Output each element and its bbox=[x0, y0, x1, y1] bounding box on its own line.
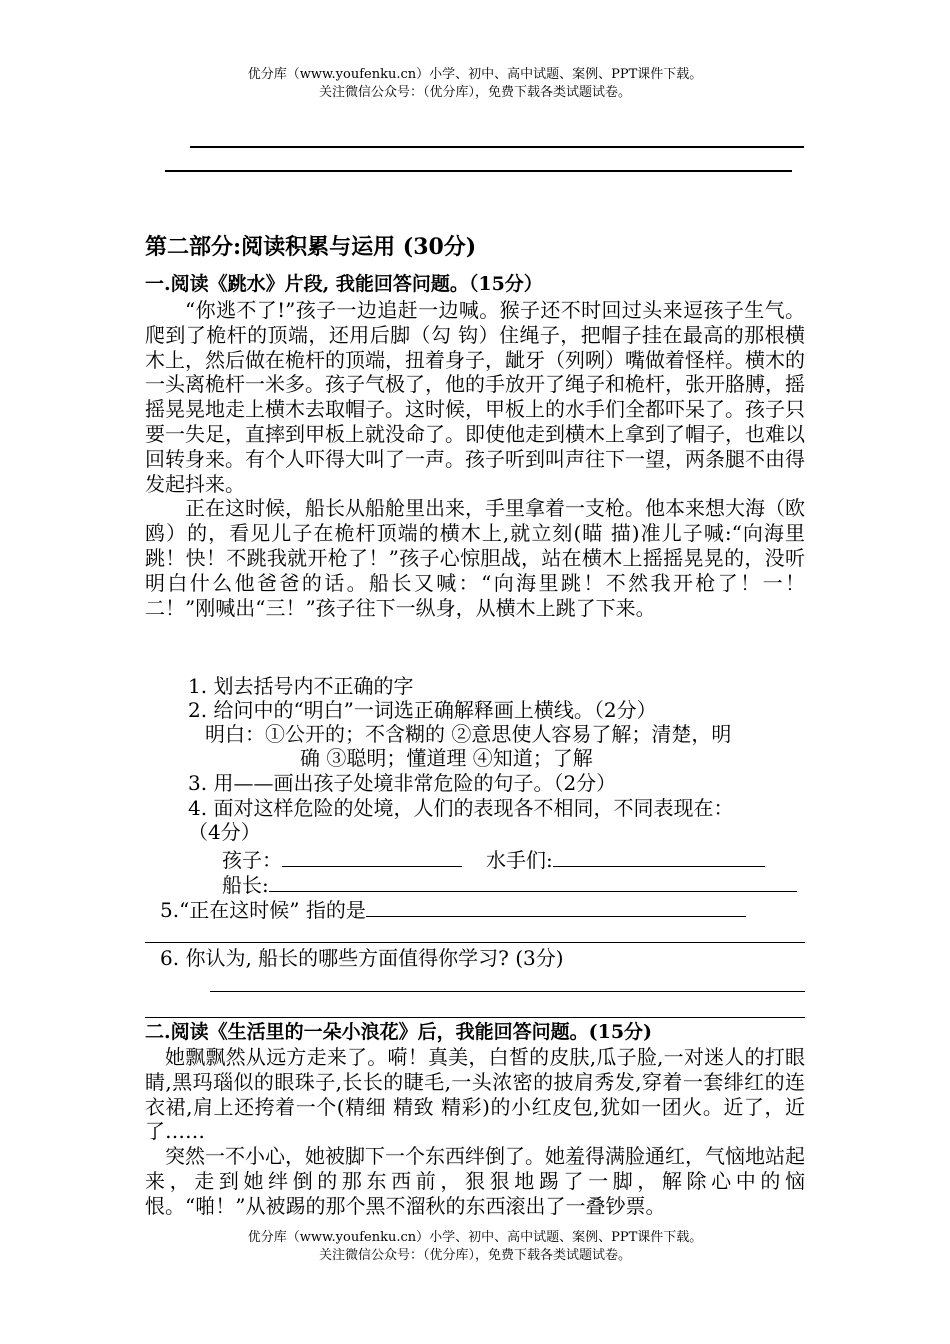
question-4-points: （4分） bbox=[188, 820, 261, 844]
sailors-label: 水手们: bbox=[486, 848, 553, 872]
question-5-answer-blank[interactable] bbox=[366, 896, 746, 917]
sailors-answer-blank[interactable] bbox=[553, 846, 765, 867]
captain-label: 船长: bbox=[222, 873, 269, 897]
footer-line-2: 关注微信公众号：（优分库），免费下载各类试题试卷。 bbox=[318, 1248, 631, 1263]
question-2: 2. 给问中的“明白”一词选正确解释画上横线。（2分） bbox=[188, 698, 657, 722]
question-2-options-b: 确 ③聪明；懂道理 ④知道；了解 bbox=[300, 746, 593, 770]
question-5-answer-line[interactable] bbox=[145, 942, 805, 943]
question-6-answer-line-2[interactable] bbox=[145, 1017, 805, 1018]
section2-passage bbox=[145, 1045, 805, 1219]
question-2-options-a: 明白：①公开的；不含糊的 ②意思使人容易了解；清楚，明 bbox=[205, 722, 732, 746]
question-5-row bbox=[160, 896, 746, 922]
question-6-answer-line-1[interactable] bbox=[210, 991, 805, 992]
question-5: 5.“正在这时候” 指的是 bbox=[160, 898, 366, 922]
question-4-captain-row bbox=[222, 871, 797, 897]
question-4-child-row bbox=[222, 846, 765, 872]
child-answer-blank[interactable] bbox=[282, 846, 462, 867]
section1-title: 一.阅读《跳水》片段, 我能回答问题。（15分） bbox=[145, 273, 543, 295]
section1-paragraph-2: 正在这时候，船长从船舱里出来，手里拿着一支枪。他本来想大海（欧 鸥）的，看见儿子在桅杆顶端的横木上,就立刻(瞄 描)准儿子喊:“向海里跳！快！不跳我就开枪了！”孩子心惊胆战，站在横木上摇摇晃晃的，没听明白什么他爸爸的话。船长又喊：“向海里跳！不然我开枪了！一！二！”刚喊出“三！”孩子往下一纵身，从横木上跳了下来。 bbox=[145, 496, 805, 620]
top-answer-line-2 bbox=[165, 170, 792, 172]
top-answer-line-1 bbox=[190, 146, 804, 148]
section2-title: 二.阅读《生活里的一朵小浪花》后，我能回答问题。(15分) bbox=[145, 1021, 653, 1043]
question-6: 6. 你认为, 船长的哪些方面值得你学习? (3分) bbox=[160, 946, 564, 970]
question-4: 4. 面对这样危险的处境，人们的表现各不相同，不同表现在： bbox=[188, 796, 734, 820]
section2-paragraph-2: 突然一不小心，她被脚下一个东西绊倒了。她羞得满脸通红，气恼地站起来，走到她绊倒的那东西前，狠狠地踢了一脚，解除心中的恼恨。“啪！”从被踢的那个黑不溜秋的东西滚出了一叠钞票。 bbox=[145, 1144, 805, 1218]
part-title: 第二部分:阅读积累与运用 (30分) bbox=[145, 234, 477, 260]
question-1: 1. 划去括号内不正确的字 bbox=[188, 674, 414, 698]
section1-passage bbox=[145, 298, 805, 620]
section2-paragraph-1: 她飘飘然从远方走来了。嗬！真美，白皙的皮肤,瓜子脸,一对迷人的打眼睛,黑玛瑙似的眼珠子,长长的睫毛,一头浓密的披肩秀发,穿着一套绯红的连衣裙,肩上还挎着一个(精细 精致 精彩)的小红皮包,犹如一团火。近了，近了…… bbox=[145, 1045, 805, 1144]
header-line-1: 优分库（www.youfenku.cn）小学、初中、高中试题、案例、PPT课件下载。 bbox=[247, 67, 703, 82]
question-3: 3. 用——画出孩子处境非常危险的句子。（2分） bbox=[188, 771, 617, 795]
header-line-2: 关注微信公众号：（优分库），免费下载各类试题试卷。 bbox=[318, 85, 631, 100]
child-label: 孩子： bbox=[222, 848, 282, 872]
captain-answer-blank[interactable] bbox=[269, 871, 797, 892]
section1-paragraph-1: “你逃不了!”孩子一边追赶一边喊。猴子还不时回过头来逗孩子生气。爬到了桅杆的顶端，还用后脚（勾 钩）住绳子，把帽子挂在最高的那根横木上，然后做在桅杆的顶端，扭着身子，龇牙（列咧）嘴做着怪样。横木的一头离桅杆一米多。孩子气极了，他的手放开了绳子和桅杆，张开胳膊，摇摇晃晃地走上横木去取帽子。这时候，甲板上的水手们全都吓呆了。孩子只要一失足，直摔到甲板上就没命了。即使他走到横木上拿到了帽子，也难以回转身来。有个人吓得大叫了一声。孩子听到叫声往下一望，两条腿不由得发起抖来。 bbox=[145, 298, 805, 496]
footer-line-1: 优分库（www.youfenku.cn）小学、初中、高中试题、案例、PPT课件下载。 bbox=[247, 1230, 703, 1245]
